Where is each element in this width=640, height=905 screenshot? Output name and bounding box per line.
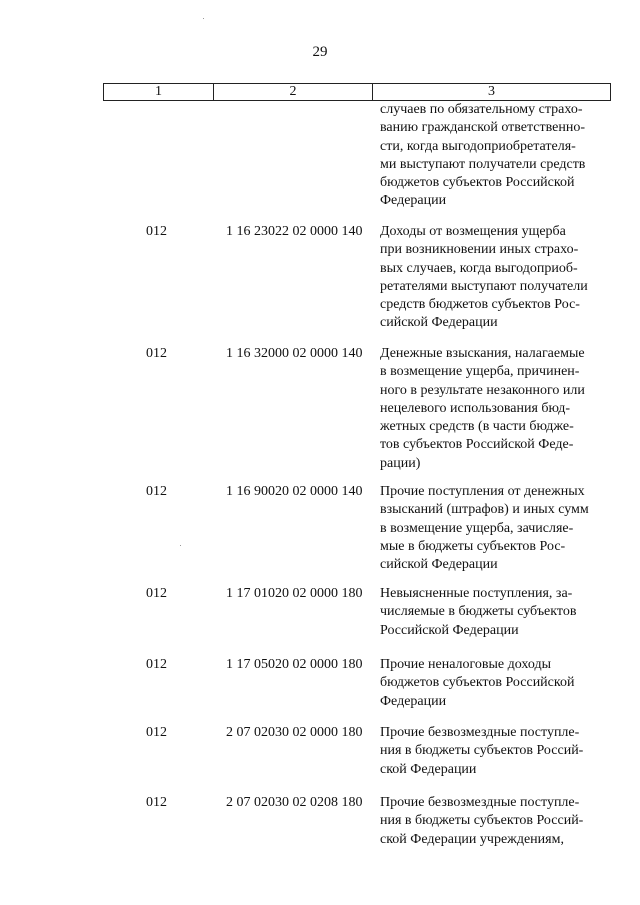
description-line: в возмещение ущерба, зачисляе-	[380, 520, 574, 536]
description-line: Федерации	[380, 193, 447, 209]
admin-code: 012	[146, 586, 167, 601]
admin-code: 012	[146, 224, 167, 239]
description-line: Прочие поступления от денежных	[380, 484, 585, 499]
revenue-description	[380, 483, 610, 574]
description-line: при возникновении иных страхо-	[380, 242, 579, 258]
budget-classification-code: 2 07 02030 02 0000 180	[226, 725, 363, 740]
admin-code: 012	[146, 484, 167, 499]
description-line: Прочие безвозмездные поступле-	[380, 795, 580, 810]
revenue-description	[380, 724, 610, 779]
description-line: средств бюджетов субъектов Рос-	[380, 297, 580, 313]
description-line: числяемые в бюджеты субъектов	[380, 604, 577, 620]
description-line: сийской Федерации	[380, 557, 498, 573]
admin-code: 012	[146, 795, 167, 810]
description-line: ретателями выступают получатели	[380, 278, 588, 294]
budget-classification-code: 1 16 23022 02 0000 140	[226, 224, 363, 239]
revenue-description	[380, 656, 610, 711]
scan-speck	[203, 18, 204, 19]
description-line: ской Федерации учреждениям,	[380, 831, 564, 847]
revenue-description	[380, 223, 610, 333]
revenue-description	[380, 345, 610, 473]
description-line: вых случаев, когда выгодоприоб-	[380, 260, 578, 276]
description-line: ния в бюджеты субъектов Россий-	[380, 813, 584, 829]
admin-code: 012	[146, 725, 167, 740]
continuation-description	[380, 101, 610, 211]
column-header-3: 3	[488, 84, 495, 99]
description-line: бюджетов субъектов Российской	[380, 175, 575, 191]
description-line: рации)	[380, 455, 421, 471]
table-header-row	[103, 83, 611, 101]
description-line: случаев по обязательному страхо-	[380, 102, 583, 117]
scan-speck	[180, 545, 181, 546]
description-line: ской Федерации	[380, 761, 477, 777]
budget-classification-code: 1 16 32000 02 0000 140	[226, 346, 363, 361]
description-line: Невыясненные поступления, за-	[380, 586, 573, 601]
description-line: взысканий (штрафов) и иных сумм	[380, 502, 589, 518]
description-line: ванию гражданской ответственно-	[380, 120, 586, 136]
description-line: Денежные взыскания, налагаемые	[380, 346, 585, 361]
revenue-description	[380, 794, 610, 849]
admin-code: 012	[146, 657, 167, 672]
description-line: жетных средств (в части бюдже-	[380, 419, 574, 435]
description-line: сти, когда выгодоприобретателя-	[380, 138, 576, 154]
budget-classification-code: 2 07 02030 02 0208 180	[226, 795, 363, 810]
description-line: тов субъектов Российской Феде-	[380, 437, 574, 453]
description-line: бюджетов субъектов Российской	[380, 675, 575, 691]
budget-classification-code: 1 16 90020 02 0000 140	[226, 484, 363, 499]
description-line: сийской Федерации	[380, 315, 498, 331]
revenue-description	[380, 585, 610, 640]
description-line: Прочие безвозмездные поступле-	[380, 725, 580, 740]
column-header-1: 1	[104, 84, 214, 100]
description-line: Прочие неналоговые доходы	[380, 657, 552, 672]
budget-classification-code: 1 17 05020 02 0000 180	[226, 657, 363, 672]
description-line: нецелевого использования бюд-	[380, 400, 571, 416]
description-line: Российской Федерации	[380, 622, 519, 638]
description-line: Доходы от возмещения ущерба	[380, 224, 566, 239]
admin-code: 012	[146, 346, 167, 361]
description-line: Федерации	[380, 693, 447, 709]
description-line: ми выступают получатели средств	[380, 156, 586, 172]
column-header-2: 2	[214, 84, 373, 100]
budget-classification-code: 1 17 01020 02 0000 180	[226, 586, 363, 601]
description-line: ния в бюджеты субъектов Россий-	[380, 743, 584, 759]
description-line: ного в результате незаконного или	[380, 382, 585, 398]
description-line: в возмещение ущерба, причинен-	[380, 364, 580, 380]
page-number: 29	[312, 44, 328, 60]
description-line: мые в бюджеты субъектов Рос-	[380, 538, 566, 554]
